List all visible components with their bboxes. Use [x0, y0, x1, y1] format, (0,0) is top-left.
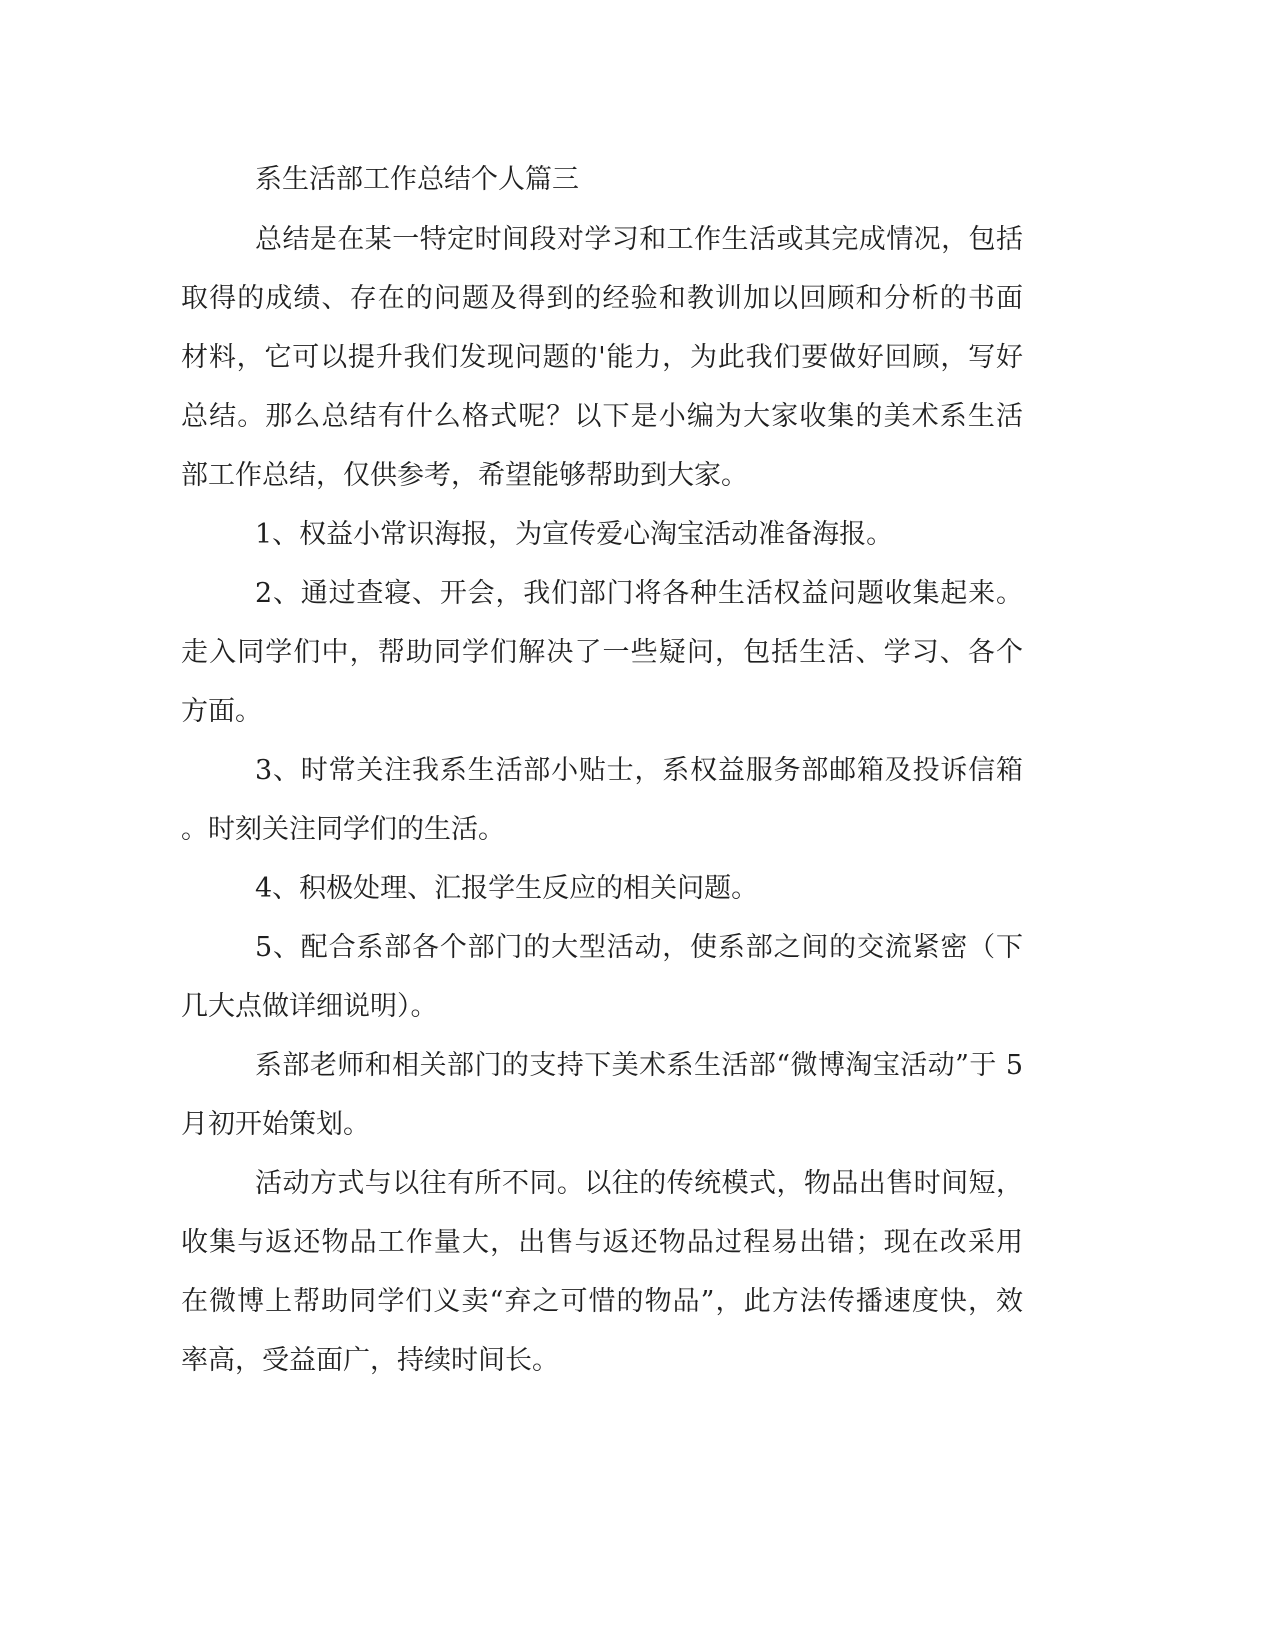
paragraph-line: 活动方式与以往有所不同。以往的传统模式，物品出售时间短，: [255, 1168, 1023, 1199]
paragraph-line: 取得的成绩、存在的问题及得到的经验和教训加以回顾和分析的书面: [181, 283, 1023, 314]
list-item: 1、权益小常识海报，为宣传爱心淘宝活动准备海报。: [255, 519, 894, 550]
paragraph-line: 方面。: [181, 696, 262, 727]
paragraph-line: 材料，它可以提升我们发现问题的'能力，为此我们要做好回顾，写好: [181, 342, 1023, 373]
paragraph-line: 在微博上帮助同学们义卖“弃之可惜的物品”，此方法传播速度快，效: [181, 1286, 1023, 1317]
paragraph-line: 收集与返还物品工作量大，出售与返还物品过程易出错；现在改采用: [181, 1227, 1023, 1258]
paragraph-line: 系部老师和相关部门的支持下美术系生活部“微博淘宝活动”于 5: [255, 1050, 1023, 1081]
paragraph-line: 部工作总结，仅供参考，希望能够帮助到大家。: [181, 460, 748, 491]
paragraph-line: 月初开始策划。: [181, 1109, 370, 1140]
list-item: 5、配合系部各个部门的大型活动，使系部之间的交流紧密（下: [255, 932, 1023, 963]
list-item: 2、通过查寝、开会，我们部门将各种生活权益问题收集起来。: [255, 578, 1023, 609]
list-item: 3、时常关注我系生活部小贴士，系权益服务部邮箱及投诉信箱: [255, 755, 1023, 786]
list-item: 4、积极处理、汇报学生反应的相关问题。: [255, 873, 759, 904]
paragraph-line: 走入同学们中，帮助同学们解决了一些疑问，包括生活、学习、各个: [181, 637, 1023, 668]
document-title: 系生活部工作总结个人篇三: [255, 164, 579, 195]
paragraph-line: 。时刻关注同学们的生活。: [181, 814, 505, 845]
paragraph-line: 总结。那么总结有什么格式呢？以下是小编为大家收集的美术系生活: [181, 401, 1023, 432]
paragraph-line: 率高，受益面广，持续时间长。: [181, 1345, 559, 1376]
paragraph-line: 几大点做详细说明）。: [181, 991, 438, 1022]
paragraph-line: 总结是在某一特定时间段对学习和工作生活或其完成情况，包括: [255, 224, 1023, 255]
